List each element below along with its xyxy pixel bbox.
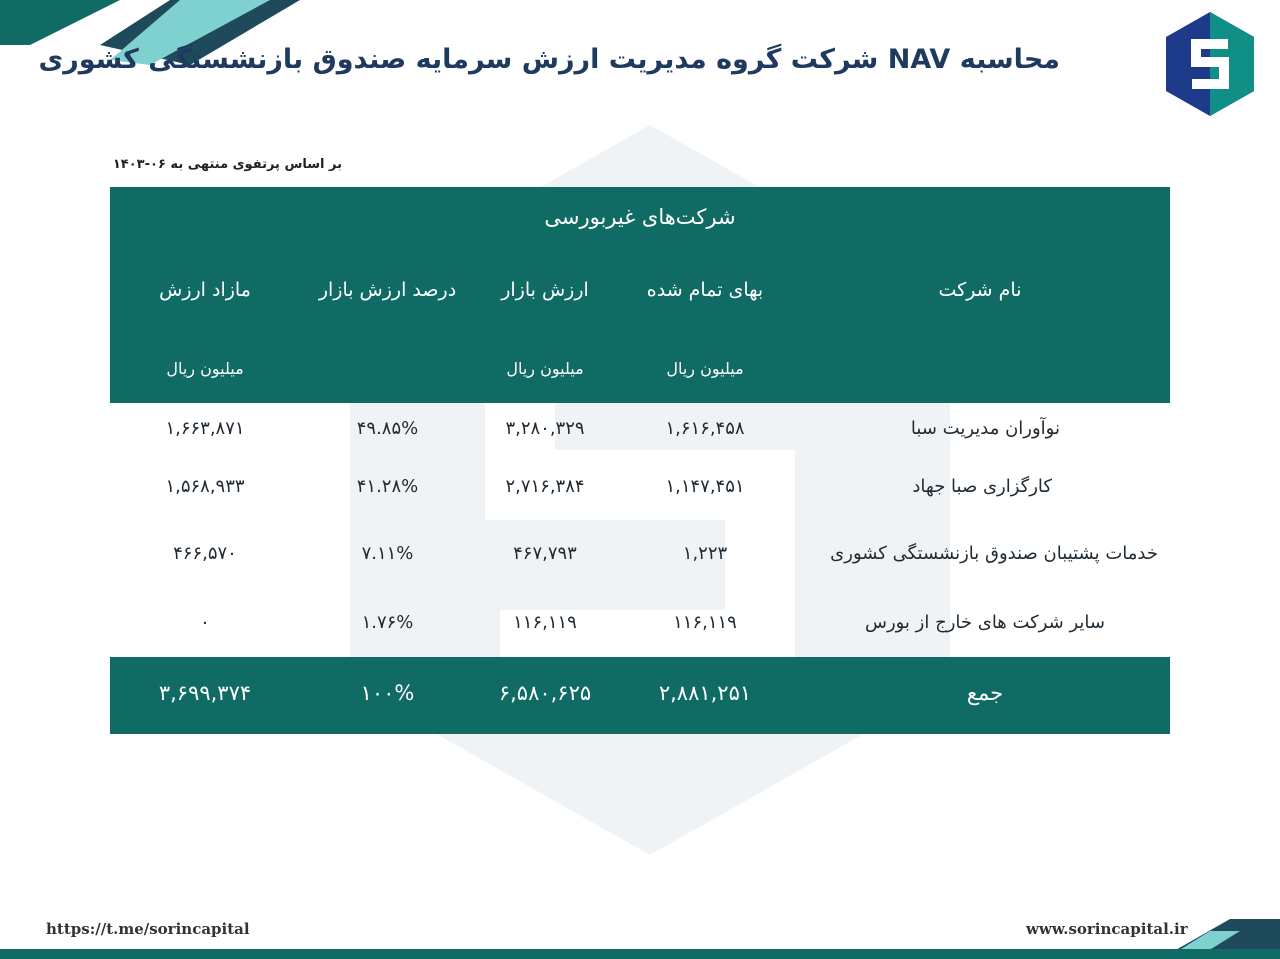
total-surplus-value: ۳,۶۹۹,۳۷۴ [158,681,252,705]
header-surplus-value: مازاد ارزش [159,279,251,301]
header-market-value: ارزش بازار [501,279,589,301]
telegram-link[interactable]: https://t.me/sorincapital [46,920,250,938]
total-label: جمع [966,681,1004,705]
table-total-row [110,657,1170,734]
group-title: شرکت‌های غیربورسی [544,205,736,229]
header-cost: بهای تمام شده [646,279,764,301]
cell-surplus-value: ۴۶۶,۵۷۰ [173,543,237,564]
cell-cost: ۱,۲۲۳ [682,543,728,564]
table-row [110,406,1170,456]
page-title: محاسبه NAV شرکت گروه مدیریت ارزش سرمایه صندوق بازنشستگی کشوری [38,44,1060,75]
unit-market-value: میلیون ریال [506,359,584,378]
cell-market-percent: ۷.۱۱% [361,543,414,564]
header-market-percent: درصد ارزش بازار [318,279,457,301]
portfolio-date-note: بر اساس پرتفوی منتهی به ۰۶-۱۴۰۳ [112,157,342,172]
total-cost: ۲,۸۸۱,۲۵۱ [658,681,752,705]
cell-cost: ۱۱۶,۱۱۹ [673,612,737,633]
header-company-name: نام شرکت [938,279,1022,301]
cell-market-percent: ۴۱.۲۸% [356,476,419,497]
cell-surplus-value: ۱,۶۶۳,۸۷۱ [165,418,245,439]
cell-market-value: ۲,۷۱۶,۳۸۴ [505,476,585,497]
table-row [110,600,1170,650]
cell-cost: ۱,۱۴۷,۴۵۱ [665,476,745,497]
total-market-percent: ۱۰۰% [360,681,415,705]
cell-market-value: ۳,۲۸۰,۳۲۹ [505,418,585,439]
cell-company-name: خدمات پشتیبان صندوق بازنشستگی کشوری [830,543,1158,564]
cell-company-name: کارگزاری صبا جهاد [912,476,1052,497]
cell-company-name: سایر شرکت های خارج از بورس [864,612,1105,633]
cell-cost: ۱,۶۱۶,۴۵۸ [665,418,745,439]
website-link[interactable]: www.sorincapital.ir [1026,920,1188,938]
cell-market-percent: ۱.۷۶% [361,612,414,633]
cell-surplus-value: ۰ [200,612,210,633]
table-header [110,187,1170,403]
table-row [110,531,1170,581]
company-logo [1162,10,1258,118]
bottom-strip [0,945,1280,959]
cell-market-percent: ۴۹.۸۵% [356,418,419,439]
cell-market-value: ۱۱۶,۱۱۹ [513,612,577,633]
unit-surplus-value: میلیون ریال [166,359,244,378]
table-row [110,464,1170,514]
cell-market-value: ۴۶۷,۷۹۳ [513,543,577,564]
cell-surplus-value: ۱,۵۶۸,۹۳۳ [165,476,245,497]
cell-company-name: نوآوران مدیریت سبا [910,418,1060,439]
unit-cost: میلیون ریال [666,359,744,378]
total-market-value: ۶,۵۸۰,۶۲۵ [498,681,592,705]
